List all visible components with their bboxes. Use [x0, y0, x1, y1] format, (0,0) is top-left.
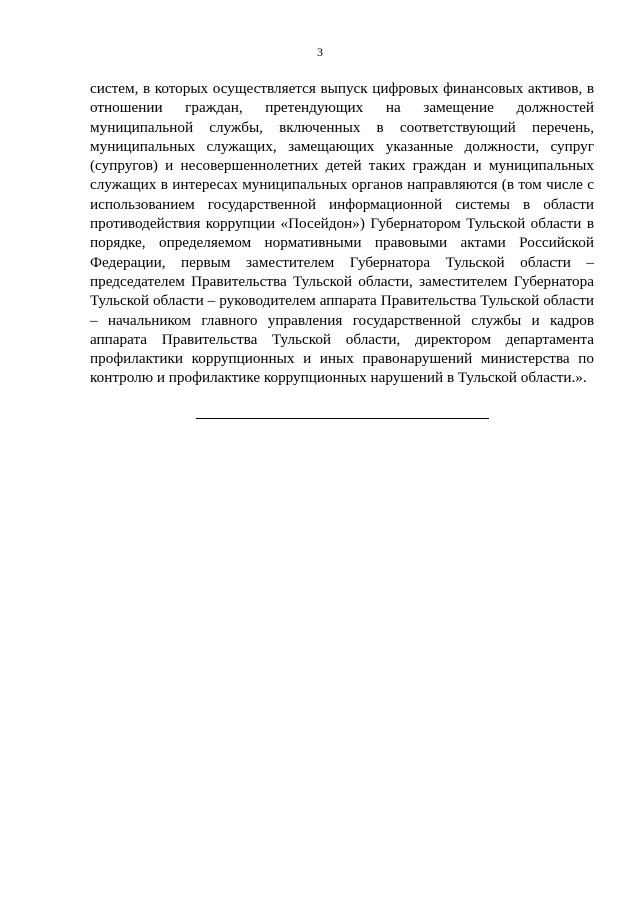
body-paragraph: систем, в которых осуществляется выпуск цифровых финансовых активов, в отношении граждан, претендующих на замещение должностей муниципальной службы, включенных в соответствующий перечень, муниципальных служащих, замещающих указанные должности, супруг (супругов) и несовершеннолетних детей таких граждан и муниципальных служащих в интересах муниципальных органов направляются (в том числе с использованием государственной информационной системы в области противодействия коррупции «Посейдон») Губернатором Тульской области в порядке, определяемом нормативными правовыми актами Российской Федерации, первым заместителем Губернатора Тульской области – председателем Правительства Тульской области, заместителем Губернатора Тульской области – руководителем аппарата Правительства Тульской области – начальником главного управления государственной службы и кадров аппарата Правительства Тульской области, директором департамента профилактики коррупционных и иных правонарушений министерства по контролю и профилактике коррупционных нарушений в Тульской области.».	[90, 80, 594, 387]
page-number: 3	[317, 45, 323, 59]
closing-horizontal-rule	[196, 418, 489, 419]
